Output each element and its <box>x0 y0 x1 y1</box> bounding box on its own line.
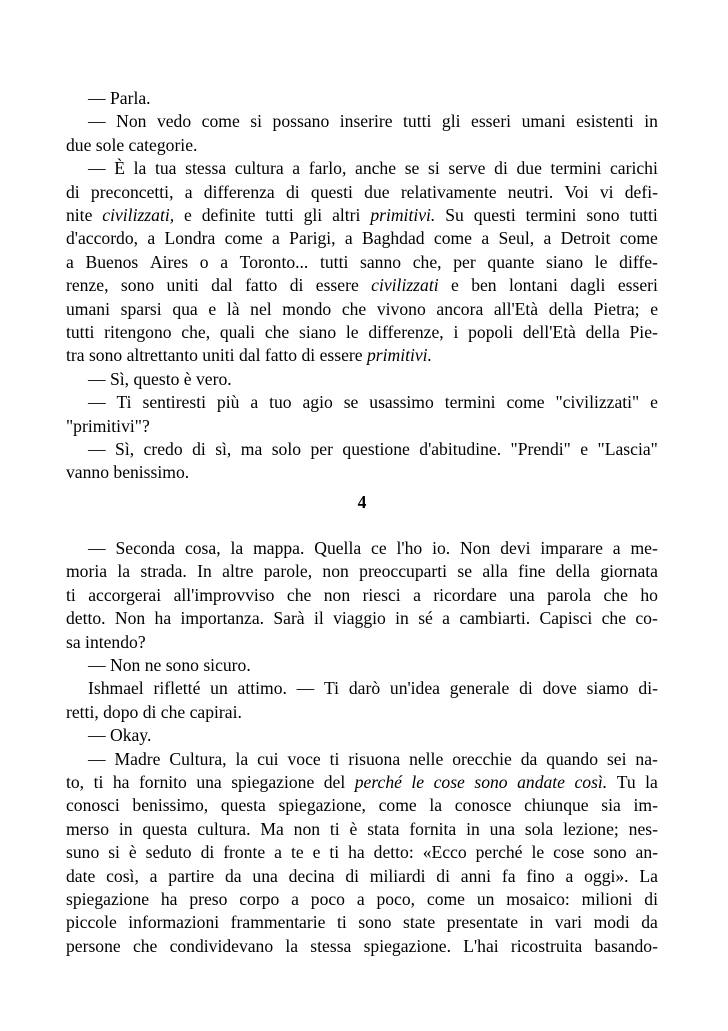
text-line: date così, a partire da una decina di miliardi di anni fa fino a oggi». La <box>66 865 658 886</box>
text-line: — Seconda cosa, la mappa. Quella ce l'ho io. Non devi imparare a me- <box>88 538 658 558</box>
text-line: — Non vedo come si possano inserire tutti gli esseri umani esistenti in <box>88 111 658 132</box>
text-line: di preconcetti, a differenza di questi due relativamente neutri. Voi vi defi- <box>66 181 658 202</box>
text-line: — Parla. <box>88 88 151 108</box>
text-line: — Madre Cultura, la cui voce ti risuona nelle orecchie da quando sei na- <box>88 748 658 769</box>
text-line: tutti ritengono che, quali che siano le differenze, i popoli dell'Età della Pie- <box>66 322 658 342</box>
text-line: suno si è seduto di fronte a te e ti ha detto: «Ecco perché le cose sono an- <box>66 842 658 863</box>
text-line: — Sì, credo di sì, ma solo per questione d'abitudine. "Prendi" e "Lascia" <box>88 439 658 459</box>
text-line: a Buenos Aires o a Toronto... tutti sanno che, per quante siano le diffe- <box>66 251 658 272</box>
section-number: 4 <box>357 492 367 512</box>
text-line: to, ti ha fornito una spiegazione del perché le cose sono andate così. Tu la <box>66 772 658 792</box>
text-line: vanno benissimo. <box>66 462 190 483</box>
text-line: Ishmael rifletté un attimo. — Ti darò un'idea generale di dove siamo di- <box>88 678 658 699</box>
text-line: — Sì, questo è vero. <box>88 368 232 389</box>
text-line: persone che condividevano la stessa spiegazione. L'hai ricostruita basando- <box>66 935 658 956</box>
text-line: merso in questa cultura. Ma non ti è stata fornita in una sola lezione; nes- <box>66 818 658 839</box>
text-line: renze, sono uniti dal fatto di essere civilizzati e ben lontani dagli esseri <box>66 275 658 296</box>
text-line: — Ti sentiresti più a tuo agio se usassimo termini come "civilizzati" e <box>88 392 658 413</box>
text-line: spiegazione ha preso corpo a poco a poco, come un mosaico: milioni di <box>66 889 658 909</box>
text-line: — Okay. <box>88 725 152 746</box>
text-line: — Non ne sono sicuro. <box>88 655 251 675</box>
text-line: ti accorgerai all'improvviso che non riesci a ricordare una parola che ho <box>66 584 658 605</box>
text-line: umani sparsi qua e là nel mondo che vivono ancora all'Età della Pietra; e <box>66 298 658 319</box>
text-line: conosci benissimo, questa spiegazione, come la conosce chiunque sia im- <box>66 795 658 816</box>
text-line: due sole categorie. <box>66 134 198 155</box>
text-line: — È la tua stessa cultura a farlo, anche se si serve di due termini carichi <box>88 158 658 179</box>
text-line: moria la strada. In altre parole, non preoccuparti se alla fine della giornata <box>66 561 658 582</box>
text-line: retti, dopo di che capirai. <box>66 701 242 722</box>
text-line: tra sono altrettanto uniti dal fatto di essere primitivi. <box>66 345 432 366</box>
text-line: d'accordo, a Londra come a Parigi, a Baghdad come a Seul, a Detroit come <box>66 228 658 249</box>
text-line: detto. Non ha importanza. Sarà il viaggio in sé a cambiarti. Capisci che co- <box>66 608 658 629</box>
text-line: "primitivi"? <box>66 415 150 436</box>
text-line: sa intendo? <box>66 631 146 652</box>
text-line: nite civilizzati, e definite tutti gli altri primitivi. Su questi termini sono tutti <box>66 205 658 225</box>
text-line: piccole informazioni frammentarie ti sono state presentate in vari modi da <box>66 912 658 933</box>
